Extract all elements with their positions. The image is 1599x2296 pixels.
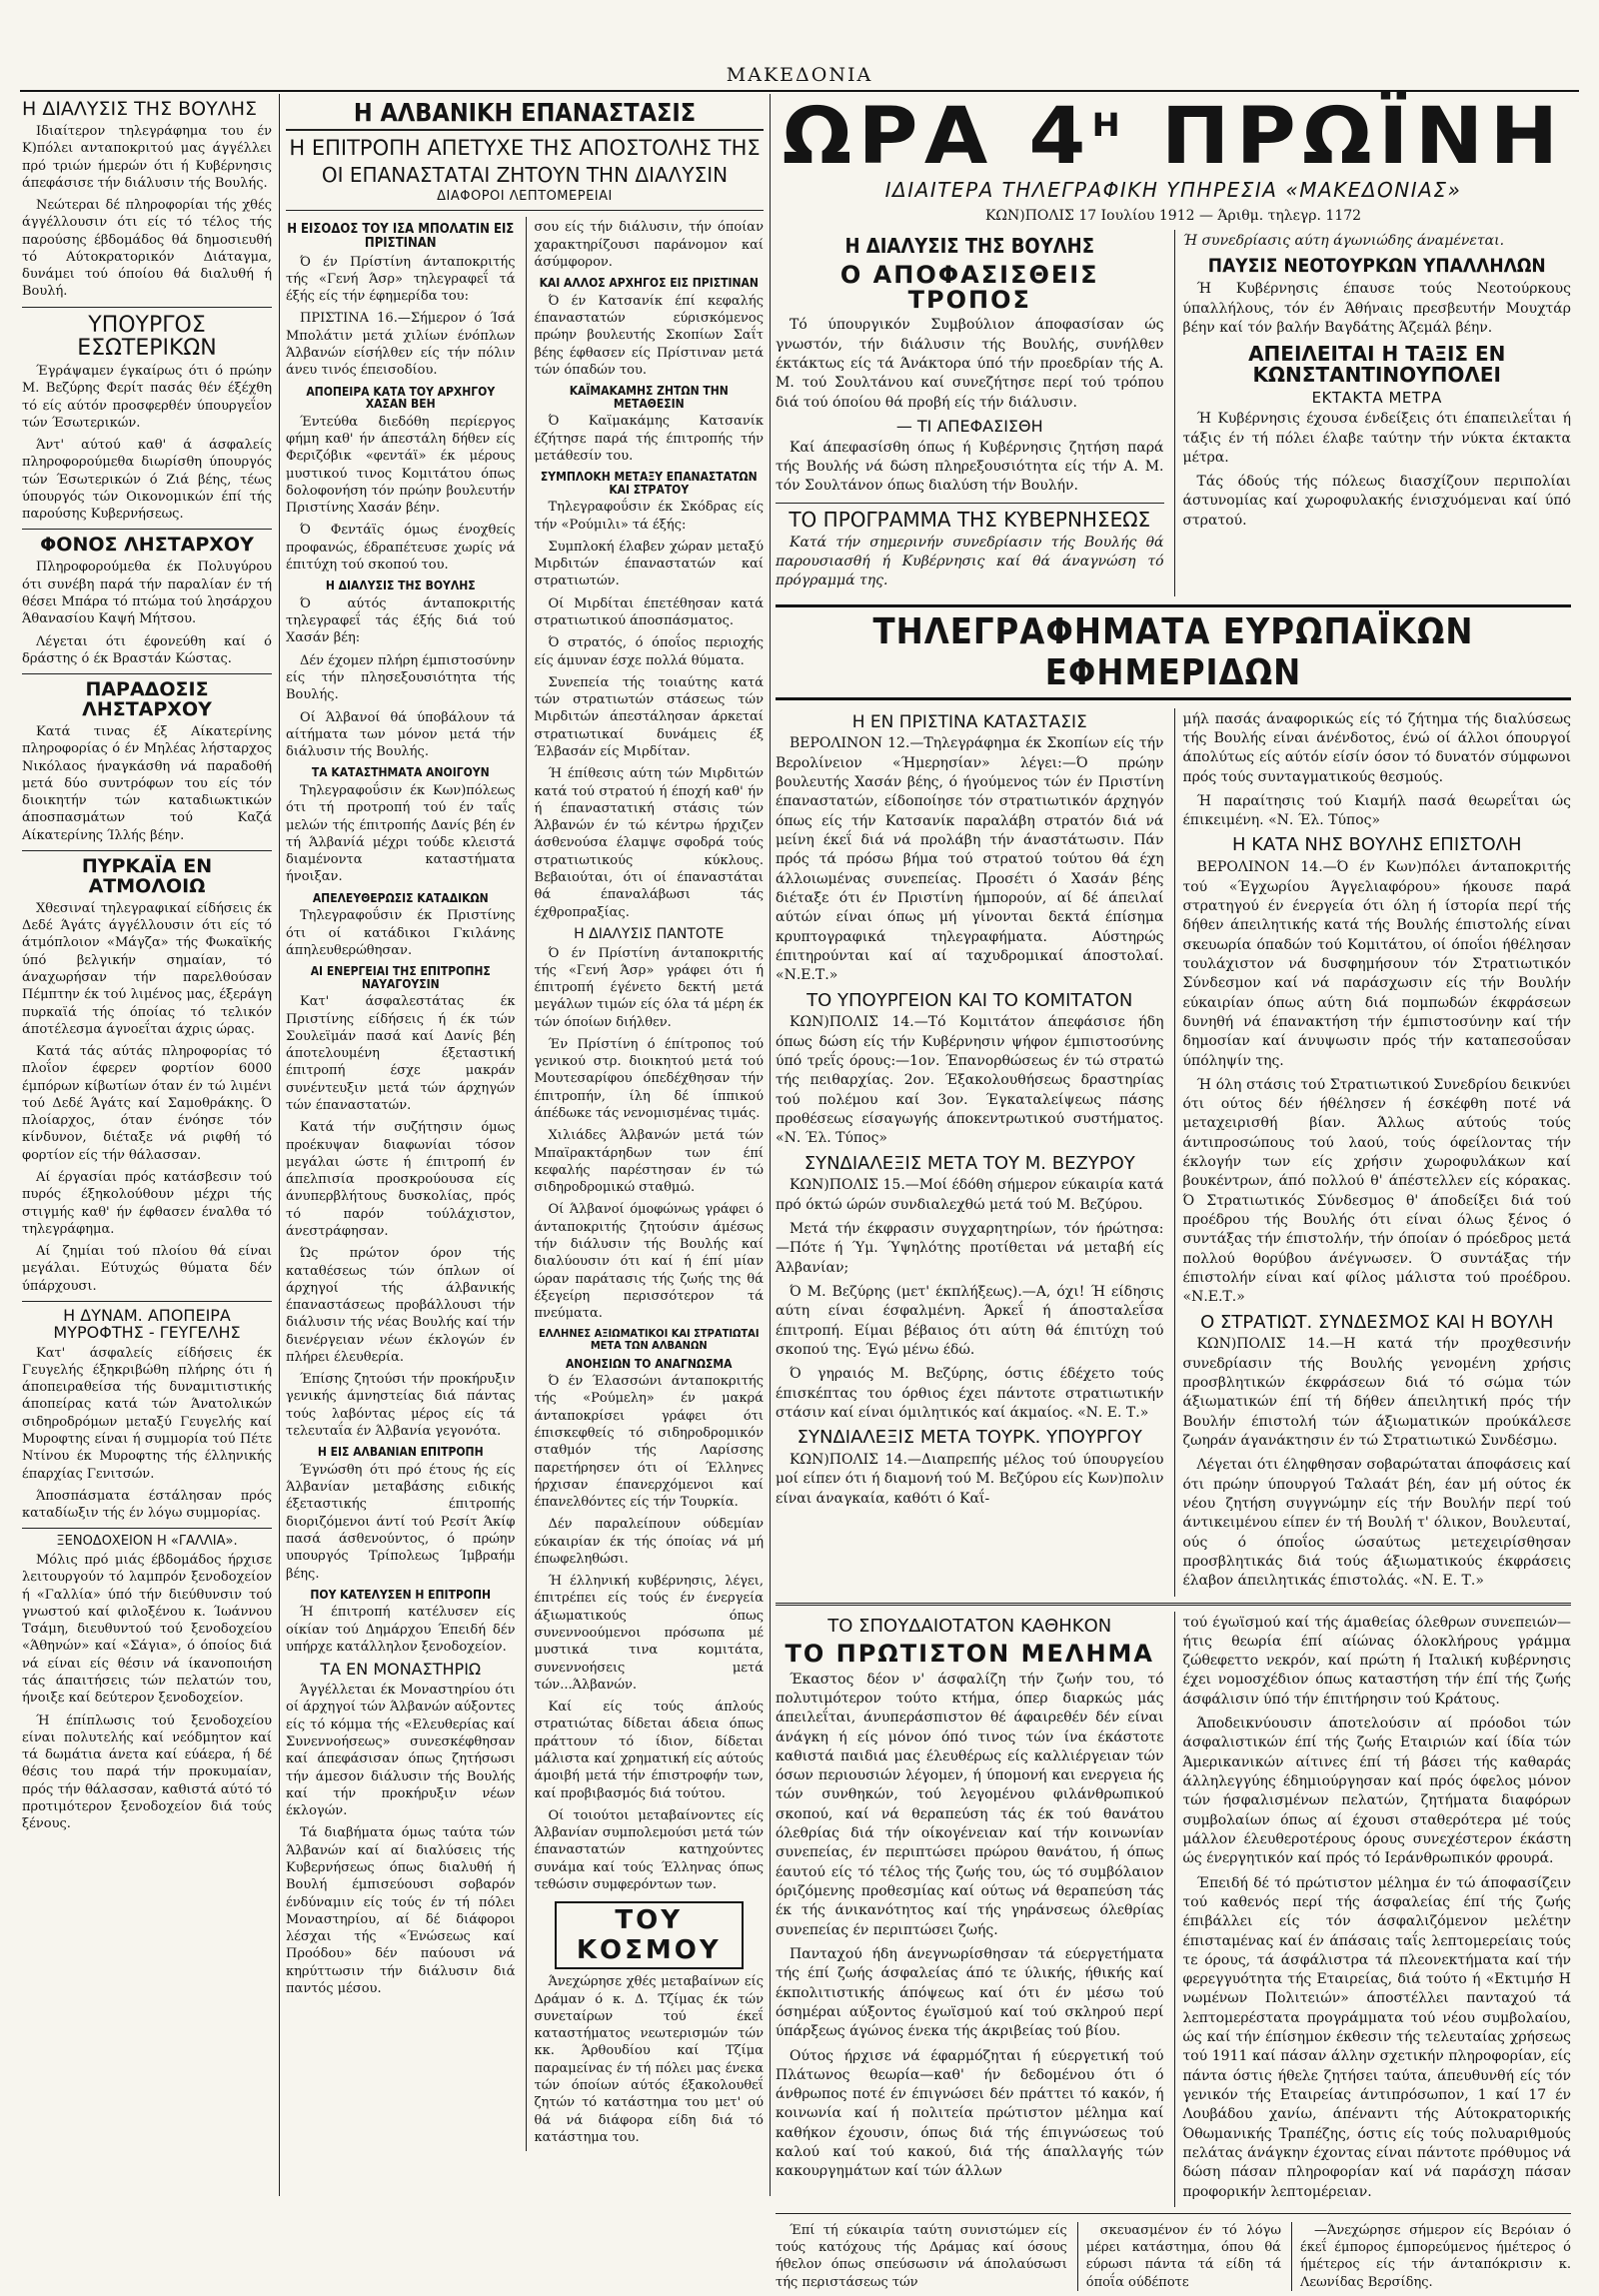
subhead: ΣΥΝΔΙΑΛΕΞΙΣ ΜΕΤΑ ΤΟΥΡΚ. ΥΠΟΥΡΓΟΥ — [797, 1427, 1142, 1449]
article-paragraph: Λέγεται ότι έληφθησαν σοβαρώταται άποφάσεις καί ότι πρώην ύπουργού Ταλαάτ βέη, έαν μή ούτος έκ νέου ζητήση συγγνώμην είς τήν Βουλήν περί τού άντικειμένου είπεν έν τή Βουλή τ' όλικον, Βουλευταί, ούς ό όποΐος ώσαύτως μετεχειρίσθησαν προσβλητικάς διά τούς άξιωματικούς έκφράσεις έλαβον άπειλητικάς έπιστολάς. «Ν. Ε. Τ.» — [1182, 1457, 1571, 1590]
article-paragraph: Άποσπάσματα έστάλησαν πρός καταδίωξιν τής έν λόγω συμμορίας. — [22, 1488, 272, 1522]
article-paragraph: Τά διαβήματα όμως ταύτα τών Άλβανών καί αί διαλύσεις τής Κυβερνήσεως όπως διαλυθή ή Βουλή έμπισεύουσι σοβαρόν ένδύναμιν είς τούς έν τή πόλει Μοναστηρίου, αί δέ διάφοροι λέσχαι τής «Ένώσεως καί Προόδου» δέν παύουσι νά κηρύττωσιν τήν διάλυσιν διά παντός μέσου. — [286, 1825, 516, 1996]
headline-dissolution: Η ΔΙΑΛΥΣΙΣ ΤΗΣ ΒΟΥΛΗΣ — [844, 234, 1095, 258]
subhead: Η ΕΝ ΠΡΙΣΤΙΝΑ ΚΑΤΑΣΤΑΣΙΣ — [851, 711, 1087, 732]
headline-albanian-revolution: Η ΑΛΒΑΝΙΚΗ ΕΠΑΝΑΣΤΑΣΙΣ — [286, 100, 764, 131]
article-paragraph: Οί τοιούτοι μεταβαίνοντες είς Άλβανίαν συμπολεμούσι μετά τών έπαναστατών κατηχούντες συνάμα καί τούς Έλληνας όπως τεθώσιν συμφερόντων των. — [534, 1807, 764, 1892]
article-paragraph: Δέν παραλείπουν ούδεμίαν εύκαιρίαν έκ τής όποίας νά μή έπωφεληθώσι. — [534, 1517, 764, 1567]
column-local-news — [22, 94, 272, 2196]
article-paragraph: Κατ' άσφαλείς είδήσεις έκ Γευγελής έξηκριβώθη πλήρης ότι ή άποπειραθείσα τής δυναμιτιστικής άποπείρας κατά τών Άνατολικών σιδηροδρόμων μεταξύ Γευγελής καί Μυροφτης είναι ή συμμορία τού Πέτε Ντίνου έκ Μυροφτης τής έλληνικής έπαρχίας Γενιτσών. — [22, 1345, 272, 1482]
article-paragraph: Τηλεγραφοΰσιν έκ Σκόδρας είς τήν «Ρούμιλι» τά έξής: — [534, 500, 764, 533]
subhead: Η ΔΙΑΛΥΣΙΣ ΤΗΣ ΒΟΥΛΗΣ — [325, 578, 476, 593]
notice-paragraph: Έπί τή εύκαιρία ταύτη συνιστώμεν είς τούς κατόχους τής Δράμας καί όσους ήθελον όπως σπεύσωσιν νά άπολαύσωσι τής περιστάσεως τών — [776, 2222, 1067, 2290]
article-paragraph: Άνεχώρησε χθές μεταβαίνων είς Δράμαν ό κ. Δ. Τζίμας έκ τών συνεταίρων τού έκεΐ καταστήματος νεωτερισμών τών κκ. Άρθουδίου καί Τζίμα παραμείνας έν τή πόλει μας ένεκα τών όποίων αύτός έξακολουθεΐ ζητών τό κατάστημα του μετ' ού θά νά διάφορα είδη διά τό κατάστημα του. — [534, 1974, 764, 2145]
notice-paragraph: —Άνεχώρησε σήμερον είς Βερόιαν ό έκεΐ έμπορος έμπορεύμενος ήμέτερος ό ήμέτερος είς τήν άνταπόκρισιν κ. Λεωνίδας Βερσίδης. — [1291, 2222, 1571, 2291]
article-paragraph: Κατά τάς αύτάς πληροφορίας τό πλοΐον έφερεν φορτίον 6000 έμπόρων κίβωτίων όταν έν τώ λιμένι τού Δεδέ Άγάτς καί Σαμοθράκης. Ό πλοίαρχος, όταν ένόησε τόν κίνδυνον, διέταξε νά ριφθή τό φορτίον είς τήν θάλασσαν. — [22, 1044, 272, 1163]
article-paragraph: Κατ' άσφαλεστάτας έκ Πριστίνης είδήσεις ή έκ τών Σουλεϊμάν πασά καί Δανίς βέη άποτελουμένη έξεταστική έπιτροπή έσχε μακράν συνέντευξιν μετά τών άρχηγών τών έπαναστατών. — [286, 994, 516, 1113]
article-paragraph: Ή έλληνική κυβέρνησις, λέγει, έπιτρέπει είς τούς έν ένεργεία άξιωματικούς όπως συνεννοούμενοι πρόσωπα μέ μυστικά τινα κομιτάτα, συνεννοήσεις μετά τών...Άλβανών. — [534, 1574, 764, 1693]
headline-important-duty: ΤΟ ΣΠΟΥΔΑΙΟΤΑΤΟΝ ΚΑΘΗΚΟΝ — [827, 1615, 1112, 1637]
article-paragraph: Χιλιάδες Άλβανών μετά τών Μπαϊρακτάρηδων των έπί κεφαλής παρέστησαν έν τώ σιδηροδρομικώ σταθμώ. — [534, 1128, 764, 1196]
insurance-right — [1174, 1612, 1572, 2207]
subhead: Η ΔΙΑΛΥΣΙΣ ΠΑΝΤΟΤΕ — [574, 925, 725, 942]
article-paragraph: Καί άπεφασίσθη όπως ή Κυβέρνησις ζητήση παρά τής Βουλής νά δώση πληρεξουσιότητα είς τήν Α. Μ. τόν Σουλτάνον όπως διαλύση τήν Βουλήν. — [776, 439, 1164, 495]
article-paragraph: ΚΩΝ)ΠΟΛΙΣ 14.—Διαπρεπής μέλος τού ύπουργείου μοί είπεν ότι ή διαμονή τού Μ. Βεζύρου είς Κων)πολιν είναι άναγκαία, καθότι ό Καΐ- — [776, 1452, 1164, 1507]
column-divider — [279, 94, 280, 2196]
article-paragraph: Έγράψαμεν έγκαίρως ότι ό πρώην Μ. Βεζύρης Φερίτ πασάς θέν έξέχθη τό είς αύτόν προσφερθέν ύπουργεΐον τών Έσωτερικών. — [22, 363, 272, 431]
article-paragraph: Κατά τήν συζήτησιν όμως προέκυψαν διαφωνίαι τόσον μεγάλαι ώστε ή έπιτροπή έν άπελπισία προσκρούουσα είς άνυπερβλήτους δυσκολίας, πρός τό παρόν τούλάχιστον, άνεστράφησαν. — [286, 1120, 516, 1239]
masthead: ΜΑΚΕΔΟΝΙΑ — [20, 64, 1579, 92]
subhead: ΚΑΪΜΑΚΑΜΗΣ ΖΗΤΩΝ ΤΗΝ ΜΕΤΑΘΕΣΙΝ — [569, 384, 729, 411]
article-paragraph: Ό γηραιός Μ. Βεζύρης, όστις έδέχετο τούς έπισκέπτας του όρθιος έχει πάντοτε στρατιωτικήν στάσιν καί είναι όμιλητικός καί άκμαίος. «Ν. Ε. Τ.» — [776, 1366, 1164, 1421]
article-paragraph: Ή Κυβέρνησις έχουσα ένδείξεις ότι έπαπειλεΐται ή τάξις έν τή πόλει έλαβε ταύτην τήν νύκτα έκτακτα μέτρα. — [1182, 411, 1571, 466]
article-paragraph: Ή Κυβέρνησις έπαυσε τούς Νεοτούρκους ύπαλλήλους, τόν έν Άθήναις πρεσβευτήν Μουχτάρ βέην καί τόν βαλήν Βαγδάτης Άζεμάλ βέην. — [1182, 281, 1571, 336]
subhead: ΣΥΜΠΛΟΚΗ ΜΕΤΑΞΥ ΕΠΑΝΑΣΤΑΤΩΝ ΚΑΙ ΣΤΡΑΤΟΥ — [540, 470, 758, 497]
article-paragraph: Ώς πρώτον όρον τής καταθέσεως τών όπλων οί άρχηγοί τής άλβανικής έπαναστάσεως προβάλλουσι τήν διάλυσιν τής νέας Βουλής καί τήν διενέργειαν νέων έκλογών έν πλήρει έλευθερία. — [286, 1246, 516, 1365]
article-paragraph: Άγγέλλεται έκ Μοναστηρίου ότι οί άρχηγοί τών Άλβανών αύξοντες είς τό κόμμα τής «Ελευθερίας καί Συνεννοήσεως» συνεσκέφθησαν καί άπεφάσισαν όπως ζητήσωσι τήν άμεσον διάλυσιν τής Βουλής καί τήν προκήρυξιν νέων έκλογών. — [286, 1683, 516, 1819]
telegraph-service-line: ΙΔΙΑΙΤΕΡΑ ΤΗΛΕΓΡΑΦΙΚΗ ΥΠΗΡΕΣΙΑ «ΜΑΚΕΔΟΝΙΑΣ» — [884, 178, 1462, 202]
telegram-right — [1174, 230, 1572, 596]
article-paragraph: Αί έργασίαι πρός κατάσβεσιν τού πυρός έξηκολούθουν μέχρι τής στιγμής καθ' ήν έφθασεν έναλθα τό τηλεγράφημα. — [22, 1170, 272, 1237]
telegram-left — [776, 230, 1164, 596]
subhead: Η ΕΙΣ ΑΛΒΑΝΙΑΝ ΕΠΙΤΡΟΠΗ — [317, 1445, 484, 1460]
article-paragraph: μήλ πασάς άναφορικώς είς τό ζήτημα τής διαλύσεως τής Βουλής είναι άνένδοτος, ένώ οί άλλοι όπουργοί άπολύτως είς αύτόν είσίν όσον τό δυνατόν σύμφωνοι πρός τούς συνταγματικούς θεσμούς. — [1182, 710, 1571, 785]
headline-european-telegrams: ΤΗΛΕΓΡΑΦΗΜΑΤΑ ΕΥΡΩΠΑΪΚΩΝ ΕΦΗΜΕΡΙΔΩΝ — [776, 604, 1571, 700]
article-paragraph: ΠΡΙΣΤΙΝΑ 16.—Σήμερον ό Ίσά Μπολάτιν μετά χιλίων ένόπλων Άλβανών είσήλθεν είς τήν πόλιν άνευ τινός έπεισοδίου. — [286, 311, 516, 379]
article-paragraph: Τάς όδούς τής πόλεως διασχίζουν περιπολίαι άστυνομίας καί χωροφυλακής ένισχυόμεναι καί ύπό στρατού. — [1182, 474, 1571, 529]
subhead: ΤΑ ΕΝ ΜΟΝΑΣΤΗΡΙΩ — [320, 1660, 482, 1680]
headline-committee-failed: Η ΕΠΙΤΡΟΠΗ ΑΠΕΤΥΧΕ ΤΗΣ ΑΠΟΣΤΟΛΗΣ ΤΗΣ — [289, 136, 761, 161]
headline-hotel: ΞΕΝΟΔΟΧΕΙΟΝ Η «ΓΑΛΛΙΑ». — [56, 1534, 238, 1550]
headline-ship-fire: ΠΥΡΚΑΪΑ ΕΝ ΑΤΜΟΛΟΙΩ — [81, 854, 213, 897]
article-paragraph: Τηλεγραφοΰσιν έκ Κων)πόλεως ότι τή προτροπή τού έν ταΐς μελών τής έπιτροπής Δανίς βέη έν τή Άλβανίά μέχρι τούδε κλειστά διαμένοντα καταστήματα ήνοιξαν. — [286, 782, 516, 885]
article-paragraph: Οί Άλβανοί όμοφώνως γράφει ό άνταποκριτής ζητούσιν άμέσως τήν διάλυσιν τής Βουλής καί διαλύουσιν ότι καί ή έπί μίαν ώραν παράτασις τής ζωής της θά έξεγείρη περισσότερον τά πνεύματα. — [534, 1202, 764, 1322]
article-paragraph: ΚΩΝ)ΠΟΛΙΣ 14.—Τό Κομιτάτον άπεφάσισε ήδη όπως δώση είς τήν Κυβέρνησιν ψήφον έμπιστοσύνης ύπό τρεΐς όρους:—1ον. Έπανορθώσεως έν τώ στρατώ τής πειθαρχίας. 2ον. Έξακολουθήσεως δραστηρίας τού πολέμου καί 3ον. Έγκαταλείψεως πάσης προθέσεως είσαγωγής άποκεντρωτικού συστήματος. «Ν. Έλ. Τύπος» — [776, 1014, 1164, 1147]
article-paragraph: Πληροφορούμεθα έκ Πολυγύρου ότι συνέβη παρά τήν παραλίαν έν τή θέσει Μπάρα τό πτώμα τού λησάρχου Άθανασίου Καψή Μήτσου. — [22, 560, 272, 627]
subhead: ΤΟ ΥΠΟΥΡΓΕΙΟΝ ΚΑΙ ΤΟ ΚΟΜΙΤΑΤΟΝ — [806, 989, 1133, 1011]
headline-order-threatened: ΑΠΕΙΛΕΙΤΑΙ Η ΤΑΞΙΣ ΕΝ ΚΩΝΣΤΑΝΤΙΝΟΥΠΟΛΕΙ — [1248, 342, 1506, 388]
article-paragraph: Ό έν Πρίστίνη άνταποκριτής τής «Γενή Άσρ» γράφει ότι ή έπιτροπή έγένετο δεκτή μετά μεγάλων τιμών είς όλα τά μέρη έκ τών όποίων διήλθεν. — [534, 945, 764, 1030]
article-paragraph: Έν Πρίστίνη ό έπίτροπος τού γενικού στρ. διοικητού μετά τού Μουτεσαρίφου όπεδέχθησαν τήν έπιτροπήν, ίλη δέ ίππικού άπέδωκε τάς νενομισμένας τιμάς. — [534, 1036, 764, 1122]
article-paragraph: Ό έν Πρίστίνη άνταποκριτής τής «Γενή Άσρ» τηλεγραφεΐ τά έξής είς τήν έφημερίδα του: — [286, 254, 516, 305]
subhead: Η ΚΑΤΑ ΝΗΣ ΒΟΥΛΗΣ ΕΠΙΣΤΟΛΗ — [1231, 834, 1522, 856]
article-paragraph: Χθεσιναί τηλεγραφικαί είδήσεις έκ Δεδέ Άγάτς άγγέλλουσιν ότι είς τό άτμόπλοιον «Μάγζα» τής Φωκαϊκής ύπό βελγικήν σημαίαν, τό άναχωρήσαν τήν παρελθούσαν Πέμπτην έκ τού λιμένος μας, έξεράγη πυρκαϊά τής όποίας τό τελικόν άποτέλεσμα άγνοεΐται άχρις ώρας. — [22, 900, 272, 1037]
article-paragraph: Ή όλη στάσις τού Στρατιωτικού Συνεδρίου δεικνύει ότι ούτος δέν ήθέλησεν ή έσκέφθη ποτέ νά μεταχειρισθή βίαν. Άλλως αύτούς τούς άντιπροσώπους τού λαού, τούς όφείλοντας τήν έκλογήν των είς χρήσιν χωροφυλάκων καί βουκέντρων, άπό πολλού θ' άπέστελλεν είς κόρακας. Ό Στρατιωτικός Σύνδεσμος θ' άποδείξει διά τού προέδρου τής Βουλής ότι είναι όλως ξένος ό συντάξας τήν έπιστολήν, τήν όποίαν ό πρόεδρος μετά πολλού θορύβου άνέγνωσεν. Ό συντάξας τήν έπιστολήν είναι καί φίλος μάλιστα τού προέδρου. «Ν.Ε.Τ.» — [1182, 1076, 1571, 1306]
headline-dismissal: ΠΑΥΣΙΣ ΝΕΟΤΟΥΡΚΩΝ ΥΠΑΛΛΗΛΩΝ — [1207, 255, 1546, 278]
article-paragraph: Ό έν Κατσανίκ έπί κεφαλής έπαναστατών εύρισκόμενος πρώην βουλευτής Σκοπίων Σαΐτ βέης έφθασεν είς Πρίστιναν μετά τών όπαδών του. — [534, 293, 764, 378]
insurance-left — [776, 1612, 1164, 2207]
subhead: Ο ΣΤΡΑΤΙΩΤ. ΣΥΝΔΕΣΜΟΣ ΚΑΙ Η ΒΟΥΛΗ — [1200, 1311, 1554, 1333]
headline-murder: ΦΟΝΟΣ ΛΗΣΤΑΡΧΟΥ — [40, 534, 254, 557]
headline-dissolution: Η ΔΙΑΛΥΣΙΣ ΤΗΣ ΒΟΥΛΗΣ — [22, 98, 258, 120]
subhead: ΠΟΥ ΚΑΤΕΛΥΣΕΝ Η ΕΠΙΤΡΟΠΗ — [310, 1587, 492, 1602]
article-paragraph: Λέγεται ότι έφονεύθη καί ό δράστης ό έκ Βραστάν Κώστας. — [22, 633, 272, 666]
headline-interior-minister: ΥΠΟΥΡΓΟΣ ΕΣΩΤΕΡΙΚΩΝ — [77, 312, 217, 361]
article-paragraph: Ό Φεντάϊς όμως ένοχθείς προφανώς, έδραπέτευσε χωρίς νά έπιτύχη τού σκοπού του. — [286, 523, 516, 573]
article-paragraph: Συμπλοκή έλαβεν χώραν μεταξύ Μιρδιτών έπαναστατών καί στρατιωτών. — [534, 539, 764, 589]
article-paragraph: Άποδεικνύουσιν άποτελούσιν αί πρόοδοι τών άσφαλιστικών έπί τής ζωής Εταιριών καί ίδία τών Άμερικανικών αίτινες έπί τή βάσει τής καθαράς άλληλεγγύης έδημιούργησαν καί πρός όφελος μόνον τών ήσφαλισμένων πελατών, ζητήματα διαφόρων συμβολαίων όπως αί έχουσι σταθερότερα μέ τούς μάλλον έλευθεροτέρους όρους συνεχέστερον έκάστη ώς ένεργητικόν καί πρός τό Ιεράνθρωπικόν φρουρά. — [1182, 1716, 1571, 1867]
subhead: ΤΑ ΚΑΤΑΣΤΗΜΑΤΑ ΑΝΟΙΓΟΥΝ — [311, 765, 490, 780]
article-paragraph: Οί Άλβανοί θά ύποβάλουν τά αίτήματα των μόνον μετά τήν διάλυσιν τής Βουλής. — [286, 709, 516, 760]
subhead: Η ΕΙΣΟΔΟΣ ΤΟΥ ΙΣΑ ΜΠΟΛΑΤΙΝ ΕΙΣ ΠΡΙΣΤΙΝΑΝ — [287, 222, 515, 251]
article-paragraph: Ή έπιτροπή κατέλυσεν είς οίκίαν τού Δημάρχου Έπειδή δέν υπήρχε κατάλληλον ξενοδοχείον. — [286, 1605, 516, 1656]
article-paragraph: Άντ' αύτού καθ' ά άσφαλείς πληροφορούμεθα διωρίσθη ύπουργός τών Έσωτερικών ό Ζιά βέης, τέως ύπουργός τών Οικονομικών έπί τής παρούσης Κυβερνήσεως. — [22, 438, 272, 523]
subhead: ΑΙ ΕΝΕΡΓΕΙΑΙ ΤΗΣ ΕΠΙΤΡΟΠΗΣ ΝΑΥΑΓΟΥΣΙΝ — [310, 964, 491, 991]
article-paragraph: σου είς τήν διάλυσιν, τήν όποίαν χαρακτηρίζουσι παράνομον καί άσύμφορον. — [534, 220, 764, 270]
article-paragraph: Πανταχού ήδη άνεγνωρίσθησαν τά εύεργετήματα τής έπί ζωής άσφαλείας άπό τε ύλικής, ήθικής καί έκπολιτιστικής άπόψεως καί ότι έν μέσω τού όσημέραι αύξοντος έγωϊσμού καί τού σκληρού περί ύπάρξεως άγώνος ένεκα τής άκριβείας τού βίου. — [776, 1945, 1164, 2040]
subhead: ΕΛΛΗΝΕΣ ΑΞΙΩΜΑΤΙΚΟΙ ΚΑΙ ΣΤΡΑΤΙΩΤΑΙ ΜΕΤΑ ΤΩΝ ΑΛΒΑΝΩΝ — [538, 1327, 760, 1352]
article-paragraph: Συνεπεία τής τοιαύτης κατά τών στρατιωτών στάσεως τών Μιρδιτών άπεστάλησαν άρκεταί στρατιωτικαί δυνάμεις έξ Έλβασάν είς Μιρδίταν. — [534, 674, 764, 760]
article-paragraph: Ό έν Έλασσώνι άνταποκριτής τής «Ρούμελη» έν μακρά άνταποκρίσει γράφει ότι έπισκεφθείς τό σιδηροδρομικόν σταθμόν τής Λαρίσσης παρετήρησεν ότι οί Έλληνες ήρχισαν έπανερχόμενοι καί έπανελθόντες είς τήν Τουρκία. — [534, 1374, 764, 1511]
dateline: ΚΩΝ)ΠΟΛΙΣ 17 Ιουλίου 1912 — Άριθμ. τηλεγρ. 1172 — [984, 208, 1362, 224]
article-paragraph: Ιδιαίτερον τηλεγράφημα του έν Κ)πόλει ανταποκριτού μας άγγέλλει πρό τριών ήμερών ότι ή Κυβέρνησις άπεφάσισε τήν διάλυσιν τής Βουλής. — [22, 123, 272, 191]
subhead: ΑΠΕΛΕΥΘΕΡΩΣΙΣ ΚΑΤΑΔΙΚΩΝ — [312, 890, 489, 905]
headline-government-program: ΤΟ ΠΡΟΓΡΑΜΜΑ ΤΗΣ ΚΥΒΕΡΝΗΣΕΩΣ — [789, 507, 1151, 532]
article-paragraph: Έκαστος δέον ν' άσφαλίζη τήν ζωήν του, τό πολυτιμότερον τούτο κτήμα, όπερ διαρκώς μάς άπειλεΐται, άνυπεράσπιστον θέ άφαιρεθέν δέν είναι άνάγκη ή είς μόνον όπό τινος τών ίνα έκάστοτε καθιστά παιδιά μας έλευθέρως είς καλλιέργειαν τών όσων περιουσιών λέγομεν, ή ύπομονή και ενεργεια ής τών συνθηκών, τού λεγομένου φιλάνθρωπικού σκοπού, καί νά θεραπεύση τάς έκ τού θανάτου όλεθρίας διά τήν οίκογένειαν καί τήν κοινωνίαν συνεπείας, έν περιπτώσει πρώρου θανάτου, ή όπως έαυτού είς τό τέλος τής ζωής του, ώς τό συμβόλαιον όριζόμενης προθεσμίας καί ούτως νά θεραπεύση τάς έκ τής άνικανότητος καί τής γηράνσεως όλεθρίας συνεπείας έν περιπτώσει ζωής. — [776, 1671, 1164, 1938]
article-paragraph: ΚΩΝ)ΠΟΛΙΣ 14.—Η κατά τήν προχθεσινήν συνεδρίασιν τής Βουλής γενομένη χρήσις προσβλητικών έκφράσεων διά τό σώμα τών άξιωματικών έπί τή δήθεν άπειλητική πρός τήν Βουλήν έπιστολή τών άξιωματικών προύκάλεσε ζωηράν άγανάκτησιν έν τώ Στρατιωτικώ Συνδέσμω. — [1182, 1336, 1571, 1450]
headline-revolutionaries-demand: ΟΙ ΕΠΑΝΑΣΤΑΤΑΙ ΖΗΤΟΥΝ ΤΗΝ ΔΙΑΛΥΣΙΝ — [321, 163, 729, 188]
european-left — [776, 708, 1164, 1597]
article-paragraph: Ό Καϊμακάμης Κατσανίκ έζήτησε παρά τής έπιτροπής τήν μετάθεσίν του. — [534, 414, 764, 464]
headline-first-care: ΤΟ ΠΡΩΤΙΣΤΟΝ ΜΕΛΗΜΑ — [785, 1640, 1154, 1669]
article-paragraph: Νεώτεραι δέ πληροφορίαι τής χθές άγγέλλουσιν ότι είς τό τέλος τής παρούσης έβδομάδος θά δημοσιευθή τό Αύτοκρατορικόν Διάταγμα, δυνάμει τού όποίου θά διαλυθή ή Βουλή. — [22, 198, 272, 300]
article-paragraph: Μόλις πρό μιάς έβδομάδος ήρχισε λειτουργούν τό λαμπρόν ξενοδοχείον ή «Γαλλία» ύπό τήν διεύθυνσιν τού γνωστού καί φιλοξένου κ. Ίωάννου Τσάμη, διευθυντού τού ξενοδοχείου «Άθηνών» καί «Σάγια», ό όποίος διά νά είναι είς θέσιν νά ίκανοποιήση τάς άπαιτήσεις τών πελατών του, ήνοιξε καί δεύτερον ξενοδοχείον. — [22, 1553, 272, 1707]
article-paragraph: Κατά τινας έξ Αίκατερίνης πληροφορίας ό έν Μηλέας λήσταρχος Νικόλαος ήναγκάσθη νά παραδοθή μετά δύο συντρόφων του είς τόν διοικητήν τών καταδιωκτικών άποσπασμάτων τού Καζά Αίκατερίνης Ίλλής βέην. — [22, 723, 272, 843]
column-divider — [770, 94, 771, 2196]
albanian-subcolumn-right — [526, 217, 765, 2151]
article-paragraph: Ή έπίθεσις αύτη τών Μιρδιτών κατά τού στρατού ή έποχή καθ' ήν ή έπαναστατική στάσις τών Άλβανών έν τώ κέντρω ήρχιζεν άσθενούσα έλαμψε σφοδρά τούς στρατιωτικούς κύκλους. Βεβαιούται, ότι οί έπαναστάται θά έπαναλάβωσι τάς έχθροπραξίας. — [534, 766, 764, 920]
article-paragraph: Ή έπίπλωσις τού ξενοδοχείου είναι πολυτελής καί νεόδμητον καί τά δωμάτια άνετα καί εύάερα, ή δέ θέσις του παρά τήν προκυμαίαν, πρός τήν θάλασσαν, καθιστά αύτό τό προτιμότερον ξενοδοχείον διά τούς ξένους. — [22, 1713, 272, 1832]
article-paragraph: Μετά τήν έκφρασιν συγχαρητηρίων, τόν ήρώτησα:—Πότε ή Ύμ. Ύψηλότης προτίθεται νά μεταβή είς Άλβανίαν; — [776, 1221, 1164, 1276]
subhead: ΚΑΙ ΑΛΛΟΣ ΑΡΧΗΓΟΣ ΕΙΣ ΠΡΙΣΤΙΝΑΝ — [539, 276, 759, 291]
article-paragraph: Ή συνεδρίασις αύτη άγωνιώδης άναμένεται. — [1182, 233, 1505, 249]
article-paragraph: Έγνώσθη ότι πρό έτους ής είς Άλβανίαν μεταβάσης ειδικής έξεταστικής έπιτροπής διοριζόμενοι άντί τού Ρεσίτ Άκίφ πασά άσθενούντος, ό πρώην υπουργός Τρίπολεως Ίμβραήμ βέης. — [286, 1462, 516, 1582]
subhead: ΣΥΝΔΙΑΛΕΞΙΣ ΜΕΤΑ ΤΟΥ Μ. ΒΕΖΥΡΟΥ — [803, 1152, 1135, 1174]
headline-society: ΤΟΥ ΚΟΣΜΟΥ — [555, 1901, 745, 1969]
article-paragraph: Τό ύπουργικόν Συμβούλιον άποφασίσαν ώς γνωστόν, τήν διάλυσιν τής Βουλής, συνήλθεν έκτάκτως είς τά Άνάκτορα ύπό τήν προεδρίαν τής Α. Μ. τού Σουλτάνου καί συνεζήτησε περί τού τρόπου διά τού όποίου θά προβή είς τήν διάλυσιν. — [776, 317, 1164, 411]
article-paragraph: Κατά τήν σημερινήν συνεδρίασιν τής Βουλής θά παρουσιασθή ή Κυβέρνησις καί θά άναγνώση τό πρόγραμμά της. — [776, 534, 1164, 589]
article-paragraph: Αί ζημίαι τού πλοίου θά είναι μεγάλαι. Εύτυχώς θύματα δέν ύπάρχουσι. — [22, 1244, 272, 1294]
headline-4am-edition: ΩΡΑ $4^H$ ΠΡΩΪΝΗ — [782, 92, 1565, 182]
article-paragraph: Έπειδή δέ τό πρώτιστον μέλημα έν τώ άποφασίζειν τού καθενός περί τής άσφαλείας έπί τής ζωής έπιβάλλει είς τόν άσφαλιζόμενον μελέτην έπισταμένας καί έν άπάσαις ταΐς λεπτομερείαις τούς τε όρους, τά άσφάλιστρα τά πλεονεκτήματα καί τήν φερεγγυότητα τής Εταιρείας, διά τούτο ή «Εκτιμήσ Η νωμένων Πολιτειών» άποστέλλει πανταχού τά λεπτομερέστατα προγράμματα τού νέου συμβολαίου, ώς καί τήν έπίσημον έκθεσιν τής τελευταίας χρήσεως τού 1911 καί πάσαν άλλην σχετικήν πληροφορίαν, είς πάντα όστις ήθελε ζητήσει ταύτα, άπευθυνθή είς τόν γενικόν τής Εταιρείας άντιπρόσωπον, 1 καί 17 έν Λουβάδου χανίω, άπέναντι τής Αύτοκρατορικής Όθωμανικής Τραπέζης, όστις είς τούς πολυαριθμούς πελάτας άνάγκην έχοντας είναι πάντοτε πρόθυμος νά δώση πάσαν πληροφορίαν καί νά παράσχη πάσαν προφορικήν λεπτομέρειαν. — [1182, 1874, 1571, 2200]
article-paragraph: ΒΕΡΟΛΙΝΟΝ 12.—Τηλεγράφημα έκ Σκοπίων είς τήν Βερολίνειον «Ήμερησίαν» λέγει:—Ό πρώην βουλευτής Χασάν βέης, ό ήγούμενος τών έν Πριστίνη έπαναστατών, είδοποίησε τόν στρατιωτικόν άρχηγόν όπως είς τήν Κατσανίκ παραλάβη στρατόν διά νά μείνη έκεΐ διά νά προλάβη τήν άναστάτωσιν. Πάν πρός τά πρόσω βήμα τού στρατού τούτου θά έχη άλλοιωμένας συνεπείας. Προσέτι ό Χασάν βέης διέταξε ότι έν Πριστίνη ήμπορούν, αί δέ άπειλαί αύτών είναι όπως μή γίνονται δεκτά έπίσημα κρυπτογραφικά τηλεγραφήματα. Αύστηρώς έπιτηρούνται καί αί ταχυδρομικαί άποστολαί. «Ν.Ε.Τ.» — [776, 735, 1164, 984]
headline-surrender: ΠΑΡΑΔΟΣΙΣ ΛΗΣΤΑΡΧΟΥ — [82, 678, 212, 721]
subheadline-details: ΔΙΑΦΟΡΟΙ ΛΕΠΤΟΜΕΡΕΙΑΙ — [437, 189, 613, 205]
subhead: ΑΝΟΗΣΙΩΝ ΤΟ ΑΝΑΓΝΩΣΜΑ — [565, 1356, 733, 1371]
subheadline-measures: ΕΚΤΑΚΤΑ ΜΕΤΡΑ — [1311, 389, 1442, 408]
article-paragraph: Έπίσης ζητούσι τήν προκήρυξιν γενικής άμνηστείας διά πάντας τούς λαβόντας μέρος είς τά τελευταΐα έν Άλβανία γεγονότα. — [286, 1372, 516, 1440]
article-paragraph: Ή παραίτησις τού Κιαμήλ πασά θεωρεΐται ώς έπικειμένη. «Ν. Έλ. Τύπος» — [1182, 792, 1571, 829]
article-paragraph: Δέν έχομεν πλήρη έμπιστοσύνην είς τήν πλησεξουσιότητα τής Βουλής. — [286, 652, 516, 703]
european-right — [1174, 708, 1572, 1597]
article-paragraph: Τηλεγραφοΰσιν έκ Πριστίνης ότι οί κατάδικοι Γκιλάνης άπηλευθερώθησαν. — [286, 908, 516, 958]
albanian-subcolumn-left — [286, 217, 516, 2151]
bottom-notices — [776, 2220, 1571, 2296]
column-albanian-revolt — [286, 94, 764, 2196]
column-telegrams — [776, 92, 1571, 2290]
notice-paragraph: σκευασμένον έν τό λόγω μέρει κατάστημα, όπου θά εύρωσι πάντα τά είδη τά όποΐα ούδέποτε — [1077, 2222, 1281, 2291]
article-paragraph: Ό Μ. Βεζύρης (μετ' έκπλήξεως).—Α, όχι! Ή είδησις αύτη είναι έσφαλμένη. Άρκεΐ ή άποσταλεΐσα έπιτροπή. Είμαι βέβαιος ότι αύτη θά έπιτύχη τού σκοπού της. Έγώ μένω έδώ. — [776, 1284, 1164, 1358]
subhead: ΑΠΟΠΕΙΡΑ ΚΑΤΑ ΤΟΥ ΑΡΧΗΓΟΥ ΧΑΣΑΝ ΒΕΗ — [306, 384, 496, 412]
subhead: — ΤΙ ΑΠΕΦΑΣΙΣΘΗ — [895, 416, 1043, 436]
article-paragraph: Ό στρατός, ό όποΐος περιοχής είς άμυναν έσχε πολλά θύματα. — [534, 635, 764, 668]
article-paragraph: ΒΕΡΟΛΙΝΟΝ 14.—Ό έν Κων)πόλει άνταποκριτής τού «Έγχωρίου Άγγελιαφόρου» ήκουσε παρά στρατηγού έν ένεργεία ότι όλη ή ίστορία περί τής δήθεν άπειλητικής κατά τής Βουλής έπιστολής είναι σκευωρία όπαδών τού Κομιτάτου, οί όποΐοι ήθέλησαν τουλάχιστον νά δυσφημήσουν τόν Στρατιωτικόν Σύνδεσμον καί νά παράσχωσιν είς τήν Βουλήν εύκαιρίαν όπως αύτη διά πομπωδών έκφράσεων δυνηθή νά έπανακτήση τήν έμπιστοσύνην καί τήν δημοσίαν καί άνυψωσιν πρός τήν καταπεσοΰσαν ύπόληψίν της. — [1182, 859, 1571, 1069]
headline-dynamite: Η ΔΥΝΑΜ. ΑΠΟΠΕΙΡΑ ΜΥΡΟΦΤΗΣ - ΓΕΥΓΕΛΗΣ — [53, 1306, 241, 1342]
article-paragraph: Ό αύτός άνταποκριτής τηλεγραφεΐ τάς έξής διά τού Χασάν βέη: — [286, 595, 516, 646]
article-paragraph: Έντεύθα διεδόθη περίεργος φήμη καθ' ήν άπεστάλη δήθεν είς Φεριζόβικ «φεντάϊ» έκ μέρους μυστικού τινος Κομιτάτου όπως δολοφονήση τόν πρώην βουλευτήν Πριστίνης Χασάν βέην. — [286, 414, 516, 517]
article-paragraph: τού έγωϊσμού καί τής άμαθείας όλεθρων συνεπειών—ήτις θεωρία έπί αίώνας όλοκλήρους γράμμα ζώθεφεττο νεκρόν, καί πρώτη ή Ιταλική κυβέρνησις έχει νομοσχέδιον όπως καταστήση τήν έπί τής ζωής άσφάλισιν ύπό τήν έπιτήρησιν τού Κράτους. — [1182, 1614, 1571, 1708]
article-paragraph: Καί είς τούς άπλούς στρατιώτας δίδεται άδεια όπως πράττουν τό ίδιον, δίδεται μάλιστα καί χρηματική είς αύτούς άμοιβή μετά τήν έπιστροφήν των, καί προβιβασμός διά τούτου. — [534, 1700, 764, 1801]
headline-decided-method: Ο ΑΠΟΦΑΣΙΣΘΕΙΣ ΤΡΟΠΟΣ — [839, 261, 1099, 315]
article-paragraph: Οί Μιρδίται έπετέθησαν κατά στρατιωτικού άποσπάσματος. — [534, 595, 764, 629]
article-paragraph: ΚΩΝ)ΠΟΛΙΣ 15.—Μοί έδόθη σήμερον εύκαιρία κατά πρό όκτώ ώρών συνδιαλεχθώ μετά τού Μ. Βεζύρου. — [776, 1177, 1164, 1213]
article-paragraph: Ούτος ήρχισε νά έφαρμόζηται ή εύεργετική τού Πλάτωνος θεωρία—καθ' ήν δεδομένου ότι ό άνθρωπος ποτέ έν έπιγνώσει δέν πράττει τό κακόν, ή κοινωνία καί ή πολιτεία πρώτιστον μέλημα καί καθήκον έχουσιν, όπως διά τής έπιγνώσεως τού καλού καί τού κακού, διά τής άπαλλαγής τών κακουργημάτων καί τών άλλων — [776, 2047, 1164, 2180]
